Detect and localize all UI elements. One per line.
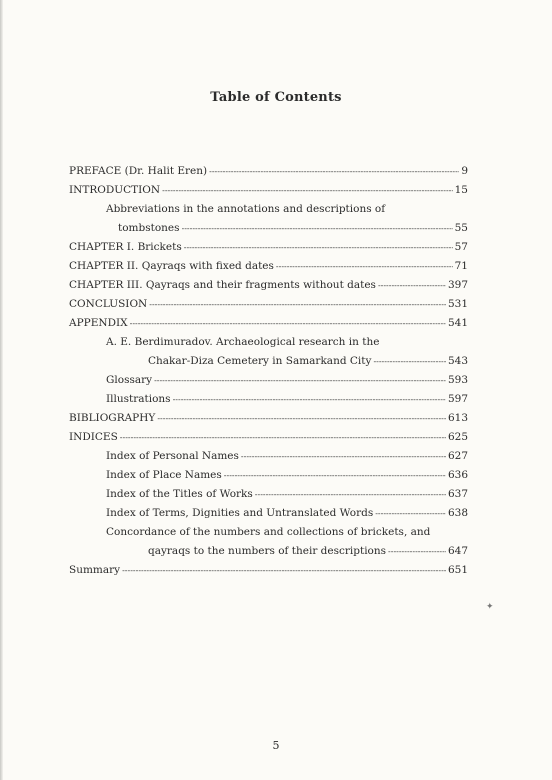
toc-label: CHAPTER III. Qayraqs and their fragments without dates — [69, 279, 376, 291]
toc-entry-abbreviations-line1[interactable]: Abbreviations in the annotations and descriptions of — [106, 203, 386, 215]
toc-page-number: 613 — [447, 412, 468, 424]
toc-entry-chapter-2[interactable] — [69, 257, 468, 276]
toc-page-number: 531 — [447, 298, 468, 310]
toc-label: tombstones — [118, 222, 180, 234]
toc-page-number: 57 — [454, 241, 468, 253]
leader-dots — [182, 219, 453, 238]
scan-edge — [0, 0, 3, 780]
toc-label: CHAPTER II. Qayraqs with fixed dates — [69, 260, 274, 272]
leader-dots — [154, 371, 446, 390]
toc-entry-concordance[interactable] — [69, 542, 468, 561]
toc-page-number: 638 — [447, 507, 468, 519]
toc-entry-berdimuradov-line1[interactable]: A. E. Berdimuradov. Archaeological research in the — [106, 336, 380, 348]
toc-entry-illustrations[interactable] — [69, 390, 468, 409]
toc-entry-indices[interactable] — [69, 428, 468, 447]
toc-entry-bibliography[interactable] — [69, 409, 468, 428]
leader-dots — [373, 352, 446, 371]
toc-label: INDICES — [69, 431, 118, 443]
toc-page-number: 543 — [447, 355, 468, 367]
toc-page-number: 647 — [447, 545, 468, 557]
leader-dots — [184, 238, 453, 257]
leader-dots — [375, 504, 446, 523]
toc-page-number: 651 — [447, 564, 468, 576]
toc-entry-chapter-1[interactable] — [69, 238, 468, 257]
toc-label: Index of Place Names — [106, 469, 222, 481]
toc-entry-summary[interactable] — [69, 561, 468, 580]
toc-entry-abbreviations[interactable] — [69, 219, 468, 238]
toc-page-number: 55 — [454, 222, 468, 234]
toc-label: BIBLIOGRAPHY — [69, 412, 156, 424]
toc-page-number: 627 — [447, 450, 468, 462]
leader-dots — [241, 447, 446, 466]
toc-page-number: 71 — [454, 260, 468, 272]
toc-entry-place-names[interactable] — [69, 466, 468, 485]
leader-dots — [388, 542, 446, 561]
toc-page-number: 541 — [447, 317, 468, 329]
ink-speck: ✦ — [486, 602, 494, 612]
toc-entry-introduction[interactable] — [69, 181, 468, 200]
toc-entry-berdimuradov[interactable] — [69, 352, 468, 371]
toc-page-number: 9 — [461, 165, 468, 177]
toc-label: Index of the Titles of Works — [106, 488, 253, 500]
leader-dots — [162, 181, 453, 200]
toc-label: qayraqs to the numbers of their descriptions — [148, 545, 387, 557]
toc-label: Index of Terms, Dignities and Untranslated Words — [106, 507, 374, 519]
leader-dots — [122, 561, 446, 580]
toc-page-number: 637 — [447, 488, 468, 500]
leader-dots — [173, 390, 446, 409]
toc-page-number: 593 — [447, 374, 468, 386]
page-title: Table of Contents — [210, 90, 342, 105]
leader-dots — [157, 409, 446, 428]
toc-entry-chapter-3[interactable] — [69, 276, 468, 295]
leader-dots — [276, 257, 453, 276]
leader-dots — [255, 485, 446, 504]
toc-page-number: 636 — [447, 469, 468, 481]
leader-dots — [224, 466, 446, 485]
leader-dots — [209, 162, 459, 181]
toc-entry-preface[interactable] — [69, 162, 468, 181]
toc-entry-personal-names[interactable] — [69, 447, 468, 466]
toc-label: Illustrations — [106, 393, 171, 405]
toc-page-number: 597 — [447, 393, 468, 405]
toc-page-number: 15 — [454, 184, 468, 196]
leader-dots — [130, 314, 446, 333]
toc-entry-appendix[interactable] — [69, 314, 468, 333]
table-of-contents — [69, 162, 468, 580]
toc-label: INTRODUCTION — [69, 184, 161, 196]
leader-dots — [378, 276, 446, 295]
toc-entry-conclusion[interactable] — [69, 295, 468, 314]
toc-label: Index of Personal Names — [106, 450, 239, 462]
toc-entry-concordance-line1[interactable]: Concordance of the numbers and collections of brickets, and — [106, 526, 431, 538]
toc-entry-terms[interactable] — [69, 504, 468, 523]
toc-entry-titles-of-works[interactable] — [69, 485, 468, 504]
page-number: 5 — [272, 739, 280, 752]
toc-label: Summary — [69, 564, 121, 576]
toc-page-number: 397 — [447, 279, 468, 291]
toc-label: Chakar-Diza Cemetery in Samarkand City — [148, 355, 372, 367]
toc-label: PREFACE (Dr. Halit Eren) — [69, 165, 208, 177]
toc-page-number: 625 — [447, 431, 468, 443]
toc-label: APPENDIX — [69, 317, 128, 329]
toc-label: CONCLUSION — [69, 298, 148, 310]
leader-dots — [120, 428, 446, 447]
toc-label: CHAPTER I. Brickets — [69, 241, 182, 253]
toc-entry-glossary[interactable] — [69, 371, 468, 390]
leader-dots — [149, 295, 446, 314]
toc-label: Glossary — [106, 374, 153, 386]
